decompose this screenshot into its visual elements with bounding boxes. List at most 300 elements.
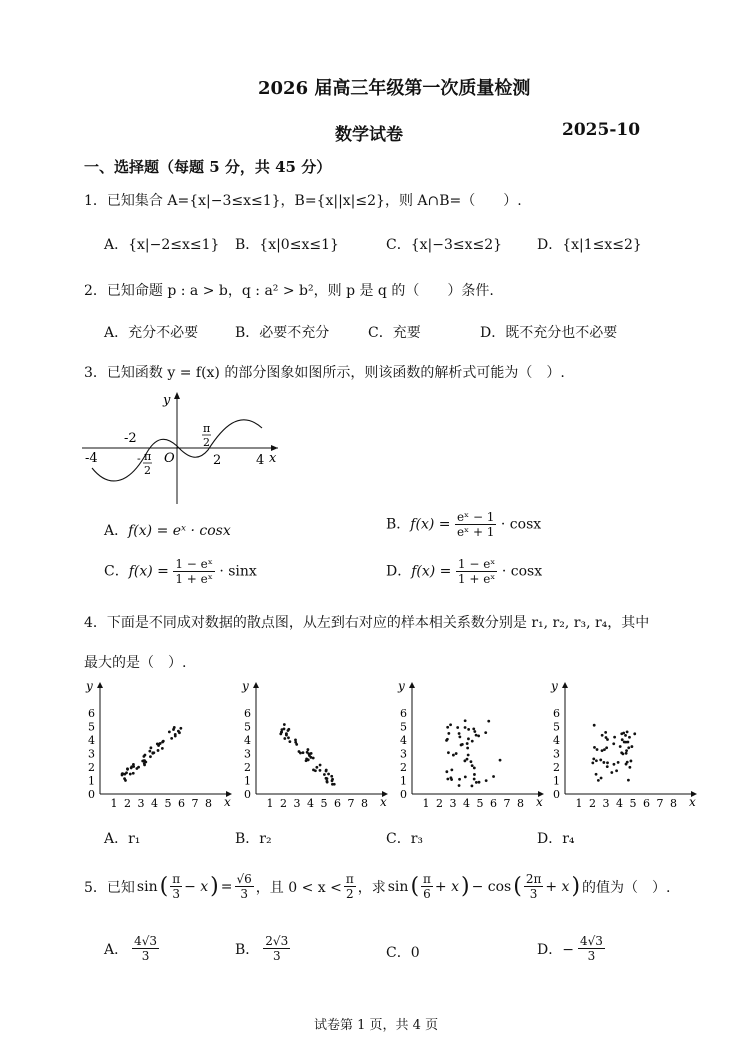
scatter-y-tick: 4 xyxy=(244,734,251,747)
q5-frac-root6 xyxy=(235,872,254,901)
scatter-y-tick: 3 xyxy=(88,747,95,761)
scatter-point xyxy=(161,747,164,750)
scatter-point xyxy=(477,734,480,737)
scatter-y-tick: 1 xyxy=(553,774,560,788)
question-1-option-b: B．{x|0≤x≤1} xyxy=(235,237,339,253)
scatter-point xyxy=(466,742,469,745)
scatter-x-tick: 8 xyxy=(670,797,677,810)
scatter-point xyxy=(302,751,305,754)
scatter-point xyxy=(478,781,481,784)
question-2-stem: 2．已知命题 p : a > b，q : a² > b²，则 p 是 q 的（ ）条件. xyxy=(84,283,494,299)
scatter-point xyxy=(473,773,476,776)
scatter-point xyxy=(630,745,633,748)
scatter-point xyxy=(312,768,315,771)
scatter-y-tick: 0 xyxy=(553,788,560,801)
scatter-x-label: x xyxy=(689,795,696,809)
scatter-point xyxy=(455,752,458,755)
scatter-point xyxy=(445,770,448,773)
scatter-point xyxy=(487,720,490,723)
q5-a-label: A． xyxy=(104,941,129,958)
scatter-y-tick: 4 xyxy=(400,734,407,747)
q5-ask: ，求 xyxy=(357,879,386,896)
q5-paren-open-1: ( xyxy=(159,874,169,899)
scatter-x-label: x xyxy=(224,795,231,809)
scatter-point xyxy=(604,731,607,734)
scatter-point xyxy=(159,742,162,745)
scatter-point xyxy=(447,751,450,754)
scatter-point xyxy=(287,729,290,732)
scatter-y-tick: 0 xyxy=(88,788,95,801)
option-c-den: 1 + eˣ xyxy=(175,572,213,586)
scatter-y-tick: 6 xyxy=(553,707,560,720)
scatter-x-tick: 4 xyxy=(307,797,314,810)
q5-b-label: B． xyxy=(235,941,260,958)
scatter-point xyxy=(601,734,604,737)
q5-minus-x: − x xyxy=(184,878,209,895)
scatter-point xyxy=(308,754,311,757)
scatter-point xyxy=(623,741,626,744)
scatter-point xyxy=(472,727,475,730)
question-3-stem: 3．已知函数 y = f(x) 的部分图象如图所示，则该函数的解析式可能为（ ）. xyxy=(84,365,565,381)
scatter-point xyxy=(283,723,286,726)
question-5-stem xyxy=(84,872,670,901)
scatter-point xyxy=(470,760,473,763)
scatter-point xyxy=(592,757,595,760)
option-c-post: · sinx xyxy=(219,563,257,580)
option-d-fraction xyxy=(456,557,498,586)
scatter-point xyxy=(627,741,630,744)
option-a-label: A． xyxy=(104,523,129,539)
scatter-x-tick: 6 xyxy=(490,797,497,810)
q5-frac-pi-3-den: 3 xyxy=(172,887,180,901)
scatter-y-tick: 6 xyxy=(400,707,407,720)
scatter-point xyxy=(325,769,328,772)
scatter-point xyxy=(602,761,605,764)
scatter-point xyxy=(603,748,606,751)
option-b-den: eˣ + 1 xyxy=(456,525,495,539)
scatter-y-tick: 0 xyxy=(400,788,407,801)
option-b-fraction xyxy=(455,510,497,539)
scatter-x-tick: 6 xyxy=(178,797,185,810)
q5-paren-close-2: ) xyxy=(461,874,470,899)
question-3-option-c xyxy=(104,557,257,586)
scatter-point xyxy=(135,767,138,770)
scatter-point xyxy=(143,759,146,762)
scatter-point xyxy=(484,731,487,734)
graph-tick-neg2: -2 xyxy=(124,431,137,446)
scatter-plot-4 xyxy=(545,676,705,811)
scatter-point xyxy=(121,772,124,775)
option-c-label: C． xyxy=(104,563,129,580)
q5-frac-pi-2-den: 2 xyxy=(345,887,354,901)
option-b-post: · cosx xyxy=(500,516,542,533)
question-1-option-a: A．{x|−2≤x≤1} xyxy=(104,237,220,253)
scatter-point xyxy=(475,781,478,784)
graph-tick-4: 4 xyxy=(256,453,265,468)
question-5-option-b xyxy=(235,934,290,963)
graph-origin-label: O xyxy=(164,451,175,466)
scatter-point xyxy=(298,750,301,753)
scatter-point xyxy=(627,779,630,782)
scatter-y-label: y xyxy=(86,679,93,693)
option-c-fraction xyxy=(173,557,215,586)
scatter-point xyxy=(132,772,135,775)
scatter-x-tick: 3 xyxy=(449,797,457,810)
q5-frac-2pi-3-den: 3 xyxy=(529,887,538,901)
option-d-post: · cosx xyxy=(501,563,543,580)
subject-title: 数学试卷 xyxy=(335,125,403,145)
scatter-y-tick: 2 xyxy=(88,761,95,774)
scatter-y-tick: 0 xyxy=(244,788,251,801)
scatter-point xyxy=(325,777,328,780)
scatter-point xyxy=(307,758,310,761)
scatter-point xyxy=(306,751,309,754)
scatter-point xyxy=(612,742,615,745)
scatter-y-tick: 6 xyxy=(244,707,251,720)
scatter-y-arrow xyxy=(409,682,415,688)
scatter-point xyxy=(450,769,453,772)
q5-frac-pi-3-num: π xyxy=(172,872,181,886)
scatter-y-tick: 5 xyxy=(244,720,251,734)
graph-neg-half-pi-den: 2 xyxy=(144,464,151,477)
scatter-point xyxy=(170,737,173,740)
scatter-point xyxy=(280,731,283,734)
q5-b-num: 2√3 xyxy=(265,934,289,948)
graph-tick-2: 2 xyxy=(213,453,222,468)
scatter-y-arrow xyxy=(97,682,103,688)
question-4-option-b: B．r₂ xyxy=(235,831,272,847)
scatter-plot-3 xyxy=(392,676,552,811)
scatter-x-tick: 2 xyxy=(280,797,287,810)
scatter-point xyxy=(617,761,620,764)
scatter-point xyxy=(331,778,334,781)
scatter-point xyxy=(452,754,455,757)
scatter-point xyxy=(326,781,329,784)
scatter-point xyxy=(613,736,616,739)
q5-cond: ，且 0 < x < xyxy=(255,879,342,896)
question-5-option-c: C．0 xyxy=(386,945,420,961)
scatter-point xyxy=(625,749,628,752)
scatter-point xyxy=(633,732,636,735)
q5-cos: − cos xyxy=(471,878,512,895)
question-4-option-d: D．r₄ xyxy=(537,831,575,847)
question-4-stem-line1: 4．下面是不同成对数据的散点图，从左到右对应的样本相关系数分别是 r₁, r₂, r₃, r₄，其中 xyxy=(84,615,650,631)
scatter-x-tick: 1 xyxy=(266,797,274,810)
scatter-y-tick: 3 xyxy=(244,747,251,761)
scatter-x-tick: 3 xyxy=(293,797,301,810)
scatter-point xyxy=(597,779,600,782)
scatter-point xyxy=(161,741,164,744)
scatter-point xyxy=(471,764,474,767)
q5-plus-x2: + x xyxy=(545,878,570,895)
question-1-option-c: C．{x|−3≤x≤2} xyxy=(386,237,503,253)
scatter-point xyxy=(615,769,618,772)
scatter-point xyxy=(149,755,152,758)
scatter-x-tick: 8 xyxy=(361,797,368,810)
scatter-point xyxy=(461,743,464,746)
scatter-point xyxy=(596,748,599,751)
question-4-stem-line2: 最大的是（ ）. xyxy=(84,655,187,671)
scatter-point xyxy=(467,737,470,740)
option-d-den: 1 + eˣ xyxy=(457,572,496,586)
scatter-x-tick: 3 xyxy=(137,797,145,810)
scatter-x-tick: 4 xyxy=(463,797,470,810)
scatter-point xyxy=(605,746,608,749)
scatter-point xyxy=(307,748,310,751)
scatter-point xyxy=(446,726,449,729)
q5-frac-2pi-3 xyxy=(524,872,544,901)
option-a-expr: f(x) = eˣ · cosx xyxy=(128,523,231,539)
scatter-point xyxy=(449,723,452,726)
scatter-point xyxy=(613,763,616,766)
option-d-num: 1 − eˣ xyxy=(457,557,496,571)
scatter-point xyxy=(129,773,132,776)
question-2-option-c: C．充要 xyxy=(368,325,421,341)
exam-title: 2026 届高三年级第一次质量检测 xyxy=(258,78,531,99)
scatter-x-tick: 6 xyxy=(643,797,650,810)
scatter-x-tick: 1 xyxy=(575,797,583,810)
scatter-point xyxy=(144,754,147,757)
scatter-plot-2 xyxy=(236,676,396,811)
q5-a-num: 4√3 xyxy=(134,934,158,948)
scatter-y-arrow xyxy=(253,682,259,688)
scatter-x-tick: 4 xyxy=(616,797,623,810)
q5-paren-close-3: ) xyxy=(571,874,581,899)
q5-d-den: 3 xyxy=(587,949,596,963)
scatter-y-tick: 6 xyxy=(88,707,95,720)
scatter-point xyxy=(172,728,175,731)
scatter-point xyxy=(312,757,315,760)
q5-paren-open-2: ( xyxy=(410,874,420,899)
scatter-point xyxy=(178,731,181,734)
scatter-point xyxy=(626,730,629,733)
scatter-point xyxy=(319,769,322,772)
scatter-point xyxy=(628,736,631,739)
q5-frac-pi-6-den: 6 xyxy=(423,887,431,901)
scatter-x-tick: 7 xyxy=(503,797,511,810)
scatter-point xyxy=(593,746,596,749)
question-2-option-a: A．充分不必要 xyxy=(104,325,199,341)
graph-neg-half-pi-num: π xyxy=(144,450,152,463)
question-2-option-b: B．必要不充分 xyxy=(235,325,330,341)
q5-b-den: 3 xyxy=(272,949,281,963)
scatter-point xyxy=(626,761,629,764)
scatter-x-tick: 1 xyxy=(110,797,118,810)
scatter-point xyxy=(610,771,613,774)
scatter-point xyxy=(333,783,336,786)
scatter-x-tick: 5 xyxy=(476,797,484,810)
scatter-point xyxy=(473,767,476,770)
scatter-point xyxy=(630,760,633,763)
scatter-point xyxy=(330,775,333,778)
scatter-point xyxy=(595,773,598,776)
scatter-point xyxy=(458,778,461,781)
scatter-point xyxy=(467,728,470,731)
q5-a-den: 3 xyxy=(141,949,150,963)
question-4-option-c: C．r₃ xyxy=(386,831,424,847)
graph-y-label: y xyxy=(163,393,171,408)
scatter-point xyxy=(499,759,502,762)
scatter-point xyxy=(600,777,603,780)
q5-b-frac xyxy=(263,934,290,963)
scatter-point xyxy=(473,778,476,781)
scatter-plot-1 xyxy=(80,676,240,811)
scatter-x-label: x xyxy=(536,795,543,809)
scatter-point xyxy=(179,727,182,730)
q5-tail: 的值为（ ）. xyxy=(582,879,671,896)
scatter-y-tick: 2 xyxy=(400,761,407,774)
y-axis-arrow xyxy=(174,392,180,399)
scatter-point xyxy=(471,784,474,787)
scatter-x-tick: 8 xyxy=(517,797,524,810)
scatter-x-tick: 7 xyxy=(347,797,355,810)
scatter-x-tick: 7 xyxy=(191,797,199,810)
scatter-point xyxy=(132,763,135,766)
scatter-point xyxy=(605,736,608,739)
scatter-point xyxy=(458,732,461,735)
scatter-point xyxy=(458,784,461,787)
scatter-x-tick: 5 xyxy=(629,797,637,810)
question-1-option-d: D．{x|1≤x≤2} xyxy=(537,237,642,253)
scatter-x-tick: 1 xyxy=(422,797,430,810)
scatter-point xyxy=(475,734,478,737)
scatter-point xyxy=(123,773,126,776)
scatter-point xyxy=(471,740,474,743)
question-1-stem: 1．已知集合 A={x|−3≤x≤1}，B={x||x|≤2}，则 A∩B=（ ）. xyxy=(84,193,522,209)
q5-frac-pi-3 xyxy=(170,872,182,901)
scatter-x-label: x xyxy=(380,795,387,809)
scatter-point xyxy=(621,738,624,741)
scatter-point xyxy=(467,754,470,757)
scatter-x-tick: 2 xyxy=(124,797,131,810)
q5-frac-root6-num: √6 xyxy=(236,872,252,886)
scatter-x-tick: 4 xyxy=(151,797,158,810)
scatter-point xyxy=(323,773,326,776)
scatter-point xyxy=(622,732,625,735)
scatter-y-tick: 3 xyxy=(553,747,560,761)
q5-frac-pi-6-num: π xyxy=(423,872,431,886)
scatter-x-tick: 7 xyxy=(656,797,664,810)
scatter-point xyxy=(294,738,297,741)
scatter-point xyxy=(288,740,291,743)
scatter-point xyxy=(591,762,594,765)
scatter-point xyxy=(446,738,449,741)
scatter-point xyxy=(466,758,469,761)
graph-half-pi-den: 2 xyxy=(203,436,210,449)
scatter-x-tick: 3 xyxy=(602,797,610,810)
option-d-pre: f(x) = xyxy=(411,563,452,580)
scatter-x-tick: 8 xyxy=(205,797,212,810)
scatter-point xyxy=(622,752,625,755)
scatter-point xyxy=(466,747,469,750)
q5-sin2: sin xyxy=(387,878,409,895)
scatter-x-tick: 2 xyxy=(436,797,443,810)
scatter-point xyxy=(625,752,628,755)
option-d-label: D． xyxy=(386,563,412,580)
scatter-point xyxy=(124,779,127,782)
scatter-point xyxy=(315,766,318,769)
question-2-option-d: D．既不充分也不必要 xyxy=(480,325,618,341)
graph-neg-half-pi-minus: - xyxy=(137,452,141,465)
q5-paren-open-3: ( xyxy=(513,874,522,899)
scatter-y-tick: 5 xyxy=(400,720,407,734)
scatter-point xyxy=(283,737,286,740)
q5-frac-pi-2 xyxy=(344,872,356,901)
q5-sin: sin xyxy=(136,878,158,895)
scatter-point xyxy=(458,735,461,738)
scatter-point xyxy=(464,775,467,778)
scatter-point xyxy=(157,749,160,752)
option-c-pre: f(x) = xyxy=(128,563,169,580)
question-5-option-d xyxy=(537,934,605,963)
option-b-num: eˣ − 1 xyxy=(456,510,495,524)
scatter-point xyxy=(601,749,604,752)
scatter-point xyxy=(492,775,495,778)
scatter-point xyxy=(456,726,459,729)
scatter-point xyxy=(148,750,151,753)
scatter-point xyxy=(327,773,330,776)
q5-frac-pi-2-num: π xyxy=(345,872,354,886)
q5-plus-x: + x xyxy=(434,878,459,895)
q5-a-frac xyxy=(132,934,159,963)
graph-x-label: x xyxy=(269,451,277,466)
q5-frac-pi-6 xyxy=(421,872,433,901)
scatter-y-label: y xyxy=(398,679,405,693)
q5-num: 5．已知 xyxy=(84,879,135,896)
scatter-point xyxy=(624,734,627,737)
scatter-point xyxy=(606,761,609,764)
scatter-y-tick: 4 xyxy=(553,734,560,747)
graph-tick-neg4: -4 xyxy=(85,451,98,466)
scatter-y-label: y xyxy=(242,679,249,693)
scatter-point xyxy=(593,724,596,727)
scatter-point xyxy=(627,746,630,749)
scatter-point xyxy=(174,733,177,736)
scatter-point xyxy=(285,734,288,737)
scatter-point xyxy=(619,745,622,748)
question-5-option-a xyxy=(104,934,159,963)
scatter-x-tick: 5 xyxy=(320,797,328,810)
scatter-point xyxy=(295,743,298,746)
scatter-y-tick: 5 xyxy=(88,720,95,734)
scatter-point xyxy=(473,730,476,733)
scatter-y-tick: 4 xyxy=(88,734,95,747)
scatter-point xyxy=(156,743,159,746)
scatter-point xyxy=(464,726,467,729)
q5-d-frac xyxy=(578,934,605,963)
scatter-x-tick: 2 xyxy=(589,797,596,810)
question-3-option-d xyxy=(386,557,542,586)
function-graph xyxy=(80,388,285,506)
scatter-point xyxy=(152,751,155,754)
scatter-y-tick: 5 xyxy=(553,720,560,734)
scatter-y-arrow xyxy=(562,682,568,688)
q5-eq: = xyxy=(220,878,233,895)
q5-frac-root6-den: 3 xyxy=(240,887,248,901)
scatter-point xyxy=(449,776,452,779)
scatter-y-tick: 2 xyxy=(553,761,560,774)
scatter-point xyxy=(464,719,467,722)
q5-d-label: D．− xyxy=(537,941,574,958)
scatter-point xyxy=(150,746,153,749)
scatter-y-tick: 1 xyxy=(244,774,251,788)
q5-frac-2pi-3-num: 2π xyxy=(525,872,542,886)
scatter-point xyxy=(143,763,146,766)
option-c-num: 1 − eˣ xyxy=(175,557,213,571)
scatter-y-tick: 1 xyxy=(400,774,407,788)
scatter-point xyxy=(485,779,488,782)
scatter-point xyxy=(287,736,290,739)
